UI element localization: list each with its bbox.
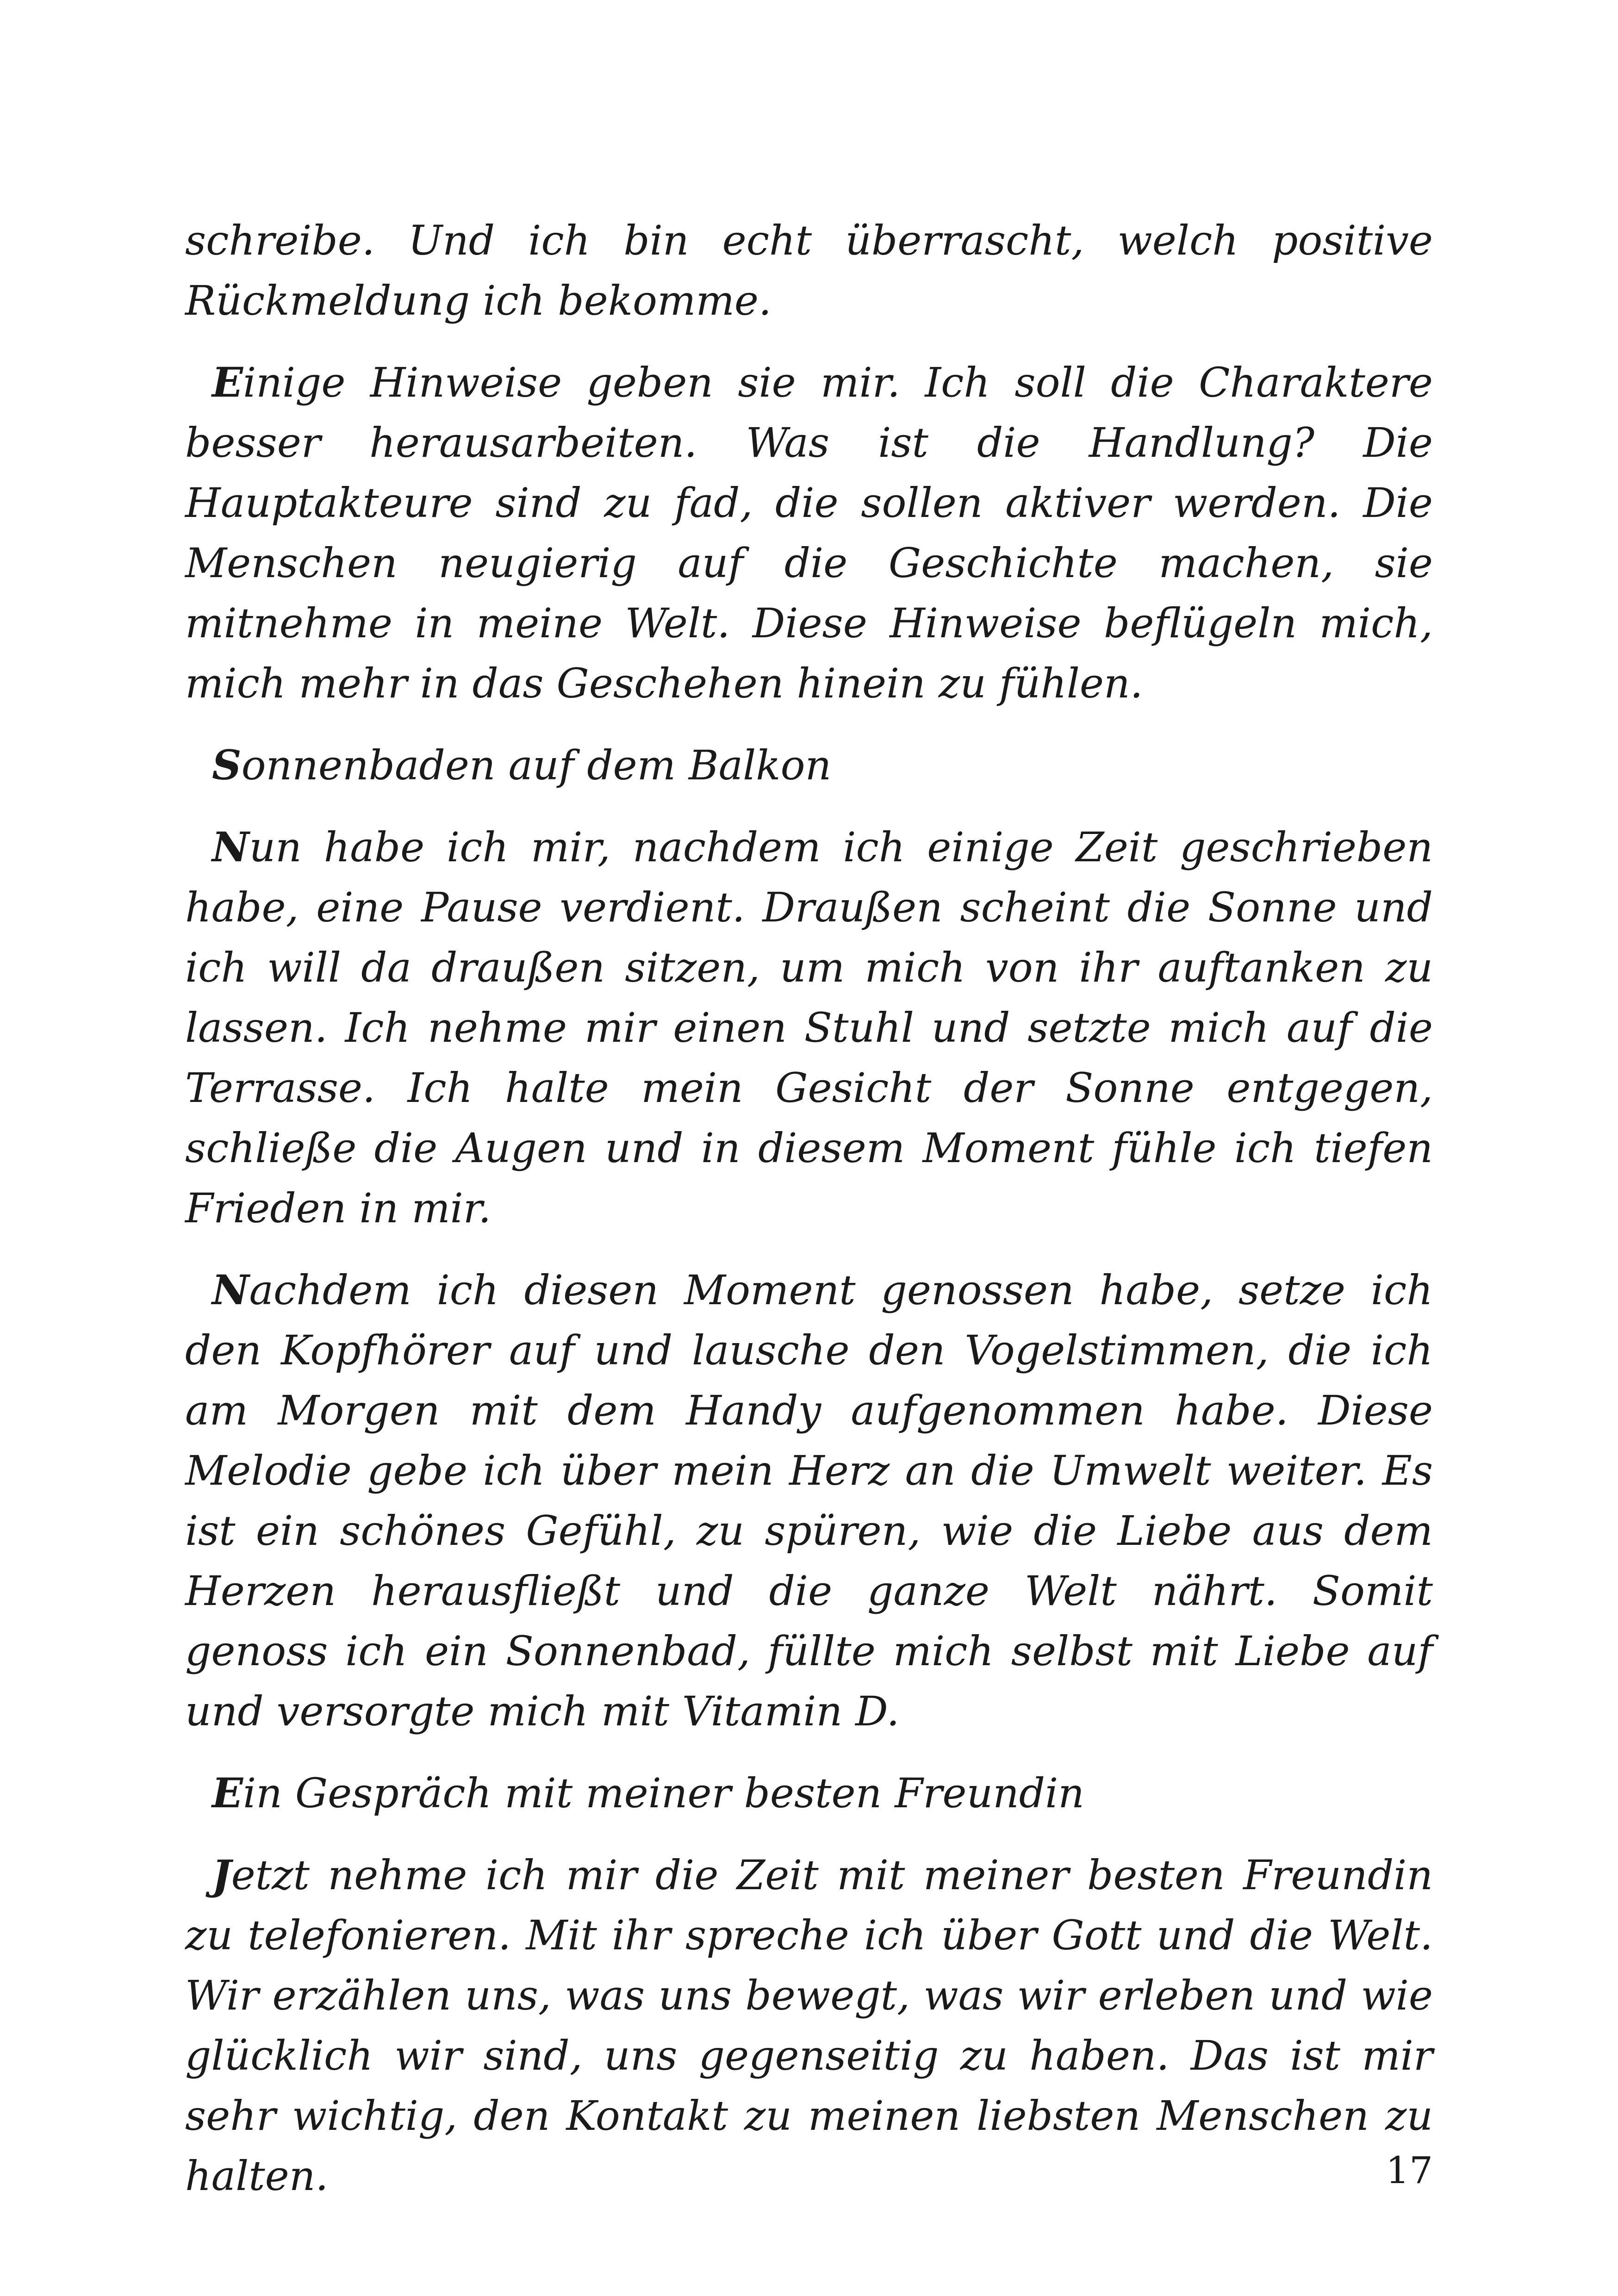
continuation-paragraph — [185, 211, 1433, 331]
heading-text: onnenbaden auf dem Balkon — [241, 741, 832, 789]
paragraph-initial: N — [212, 823, 249, 871]
paragraph-initial: N — [212, 1266, 249, 1314]
heading-text: in Gespräch mit meiner besten Freundin — [243, 1769, 1084, 1817]
paragraph-text: etzt nehme ich mir die Zeit mit meiner besten Freundin zu telefonieren. Mit ihr spreche ich über Gott und die Welt. Wir erzählen uns, was uns bewegt, was wir erleben und wie glücklich wir sind, uns gegenseitig zu haben. Das ist mir sehr wichtig, den Kontakt zu meinen liebsten Menschen zu halten. — [185, 1851, 1433, 2200]
section-heading — [185, 1763, 1433, 1823]
heading-initial: S — [212, 741, 242, 789]
section-heading — [185, 735, 1433, 796]
paragraph-text: un habe ich mir, nachdem ich einige Zeit geschrieben habe, eine Pause verdient. Draußen scheint die Sonne und ich will da draußen sitzen, um mich von ihr auftanken zu lassen. Ich nehme mir einen Stuhl und setzte mich auf die Terrasse. Ich halte mein Gesicht der Sonne entgegen, schließe die Augen und in diesem Moment fühle ich tiefen Frieden in mir. — [185, 823, 1433, 1232]
body-paragraph — [185, 817, 1433, 1238]
heading-initial: E — [212, 1769, 243, 1817]
body-paragraph — [185, 1845, 1433, 2206]
paragraph-text: achdem ich diesen Moment genossen habe, setze ich den Kopfhörer auf und lausche den Vogelstimmen, die ich am Morgen mit dem Handy aufgenommen habe. Diese Melodie gebe ich über mein Herz an die Umwelt weiter. Es ist ein schönes Gefühl, zu spüren, wie die Liebe aus dem Herzen herausfließt und die ganze Welt nährt. Somit genoss ich ein Sonnenbad, füllte mich selbst mit Liebe auf und versorgte mich mit Vitamin D. — [185, 1266, 1433, 1735]
body-paragraph — [185, 352, 1433, 714]
paragraph-text: schreibe. Und ich bin echt überrascht, welch positive Rückmeldung ich bekomme. — [185, 217, 1433, 324]
page-number: 17 — [1386, 2149, 1433, 2192]
page-body — [185, 211, 1433, 2228]
paragraph-initial: E — [212, 358, 243, 406]
paragraph-text: inige Hinweise geben sie mir. Ich soll die Charaktere besser herausarbeiten. Was ist die Handlung? Die Hauptakteure sind zu fad, die sollen aktiver werden. Die Menschen neugierig auf die Geschichte machen, sie mitnehme in meine Welt. Diese Hinweise beflügeln mich, mich mehr in das Geschehen hinein zu fühlen. — [185, 359, 1433, 707]
body-paragraph — [185, 1260, 1433, 1742]
paragraph-initial: J — [212, 1851, 231, 1899]
